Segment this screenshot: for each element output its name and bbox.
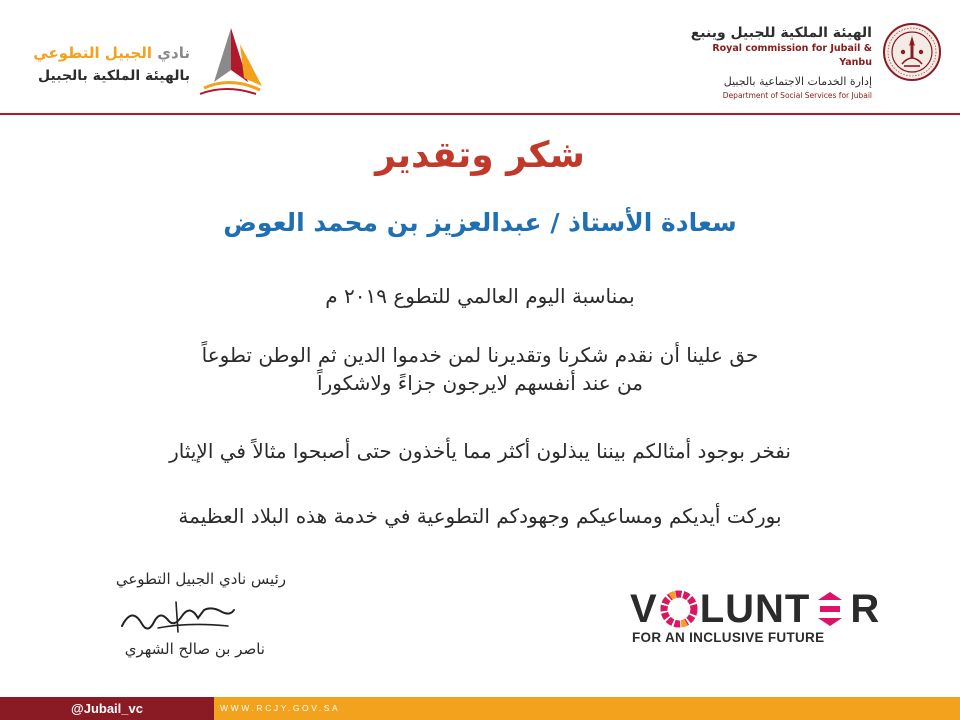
sdg-color-wheel-icon — [660, 590, 698, 628]
volunteer-tagline: FOR AN INCLUSIVE FUTURE — [632, 630, 825, 645]
volunteer-wordmark — [630, 586, 881, 631]
certificate-title: شكر وتقدير — [375, 135, 585, 176]
royal-commission-texts — [682, 24, 872, 101]
arrows-e-icon — [812, 590, 848, 628]
kingdom-seal-icon — [882, 22, 942, 82]
club-name — [33, 44, 190, 62]
royal-commission-header — [682, 22, 942, 100]
website-url: WWW.RCJY.GOV.SA — [220, 703, 341, 713]
sail-logo-icon — [196, 24, 266, 96]
royal-commission-name-ar: الهيئة الملكية للجبيل وينبع — [690, 25, 872, 41]
signatory-title: رئيس نادي الجبيل التطوعي — [115, 570, 286, 588]
volunteer-club-header — [33, 24, 268, 98]
club-name-part2: الجبيل التطوعي — [33, 44, 153, 62]
department-name-en: Department of Social Services for Jubail — [722, 91, 872, 100]
recipient-name: سعادة الأستاذ / عبدالعزيز بن محمد العوض — [223, 208, 737, 237]
volunteer-logo — [630, 586, 900, 650]
paragraph-2: نفخر بوجود أمثالكم بيننا يبذلون أكثر مما يأخذون حتى أصبحوا مثالاً في الإيثار — [169, 439, 791, 463]
department-name-ar: إدارة الخدمات الاجتماعية بالجبيل — [723, 75, 872, 88]
volunteer-letter-v: V — [630, 586, 658, 631]
occasion-line: بمناسبة اليوم العالمي للتطوع ٢٠١٩ م — [325, 284, 635, 308]
social-handle: @Jubail_vc — [71, 701, 143, 716]
volunteer-letters-before: LUNT — [699, 586, 811, 631]
paragraph-1 — [0, 341, 960, 397]
paragraph-3: بوركت أيديكم ومساعيكم وجهودكم التطوعية في خدمة هذه البلاد العظيمة — [178, 504, 782, 528]
club-name-part1: نادي — [157, 44, 190, 62]
signatory-name: ناصر بن صالح الشهري — [124, 640, 265, 658]
royal-commission-name-en: Royal commission for Jubail & Yanbu — [712, 43, 872, 68]
footer-bar — [0, 697, 960, 720]
header-divider — [0, 113, 960, 115]
club-subtitle: بالهيئة الملكية بالجبيل — [38, 68, 190, 84]
volunteer-letters-after: R — [850, 586, 881, 631]
handwritten-signature — [118, 596, 238, 640]
paragraph-1-line-1: حق علينا أن نقدم شكرنا وتقديرنا لمن خدموا الدين ثم الوطن تطوعاً — [201, 343, 759, 367]
paragraph-1-line-2: من عند أنفسهم لايرجون جزاءً ولاشكوراً — [317, 371, 643, 395]
